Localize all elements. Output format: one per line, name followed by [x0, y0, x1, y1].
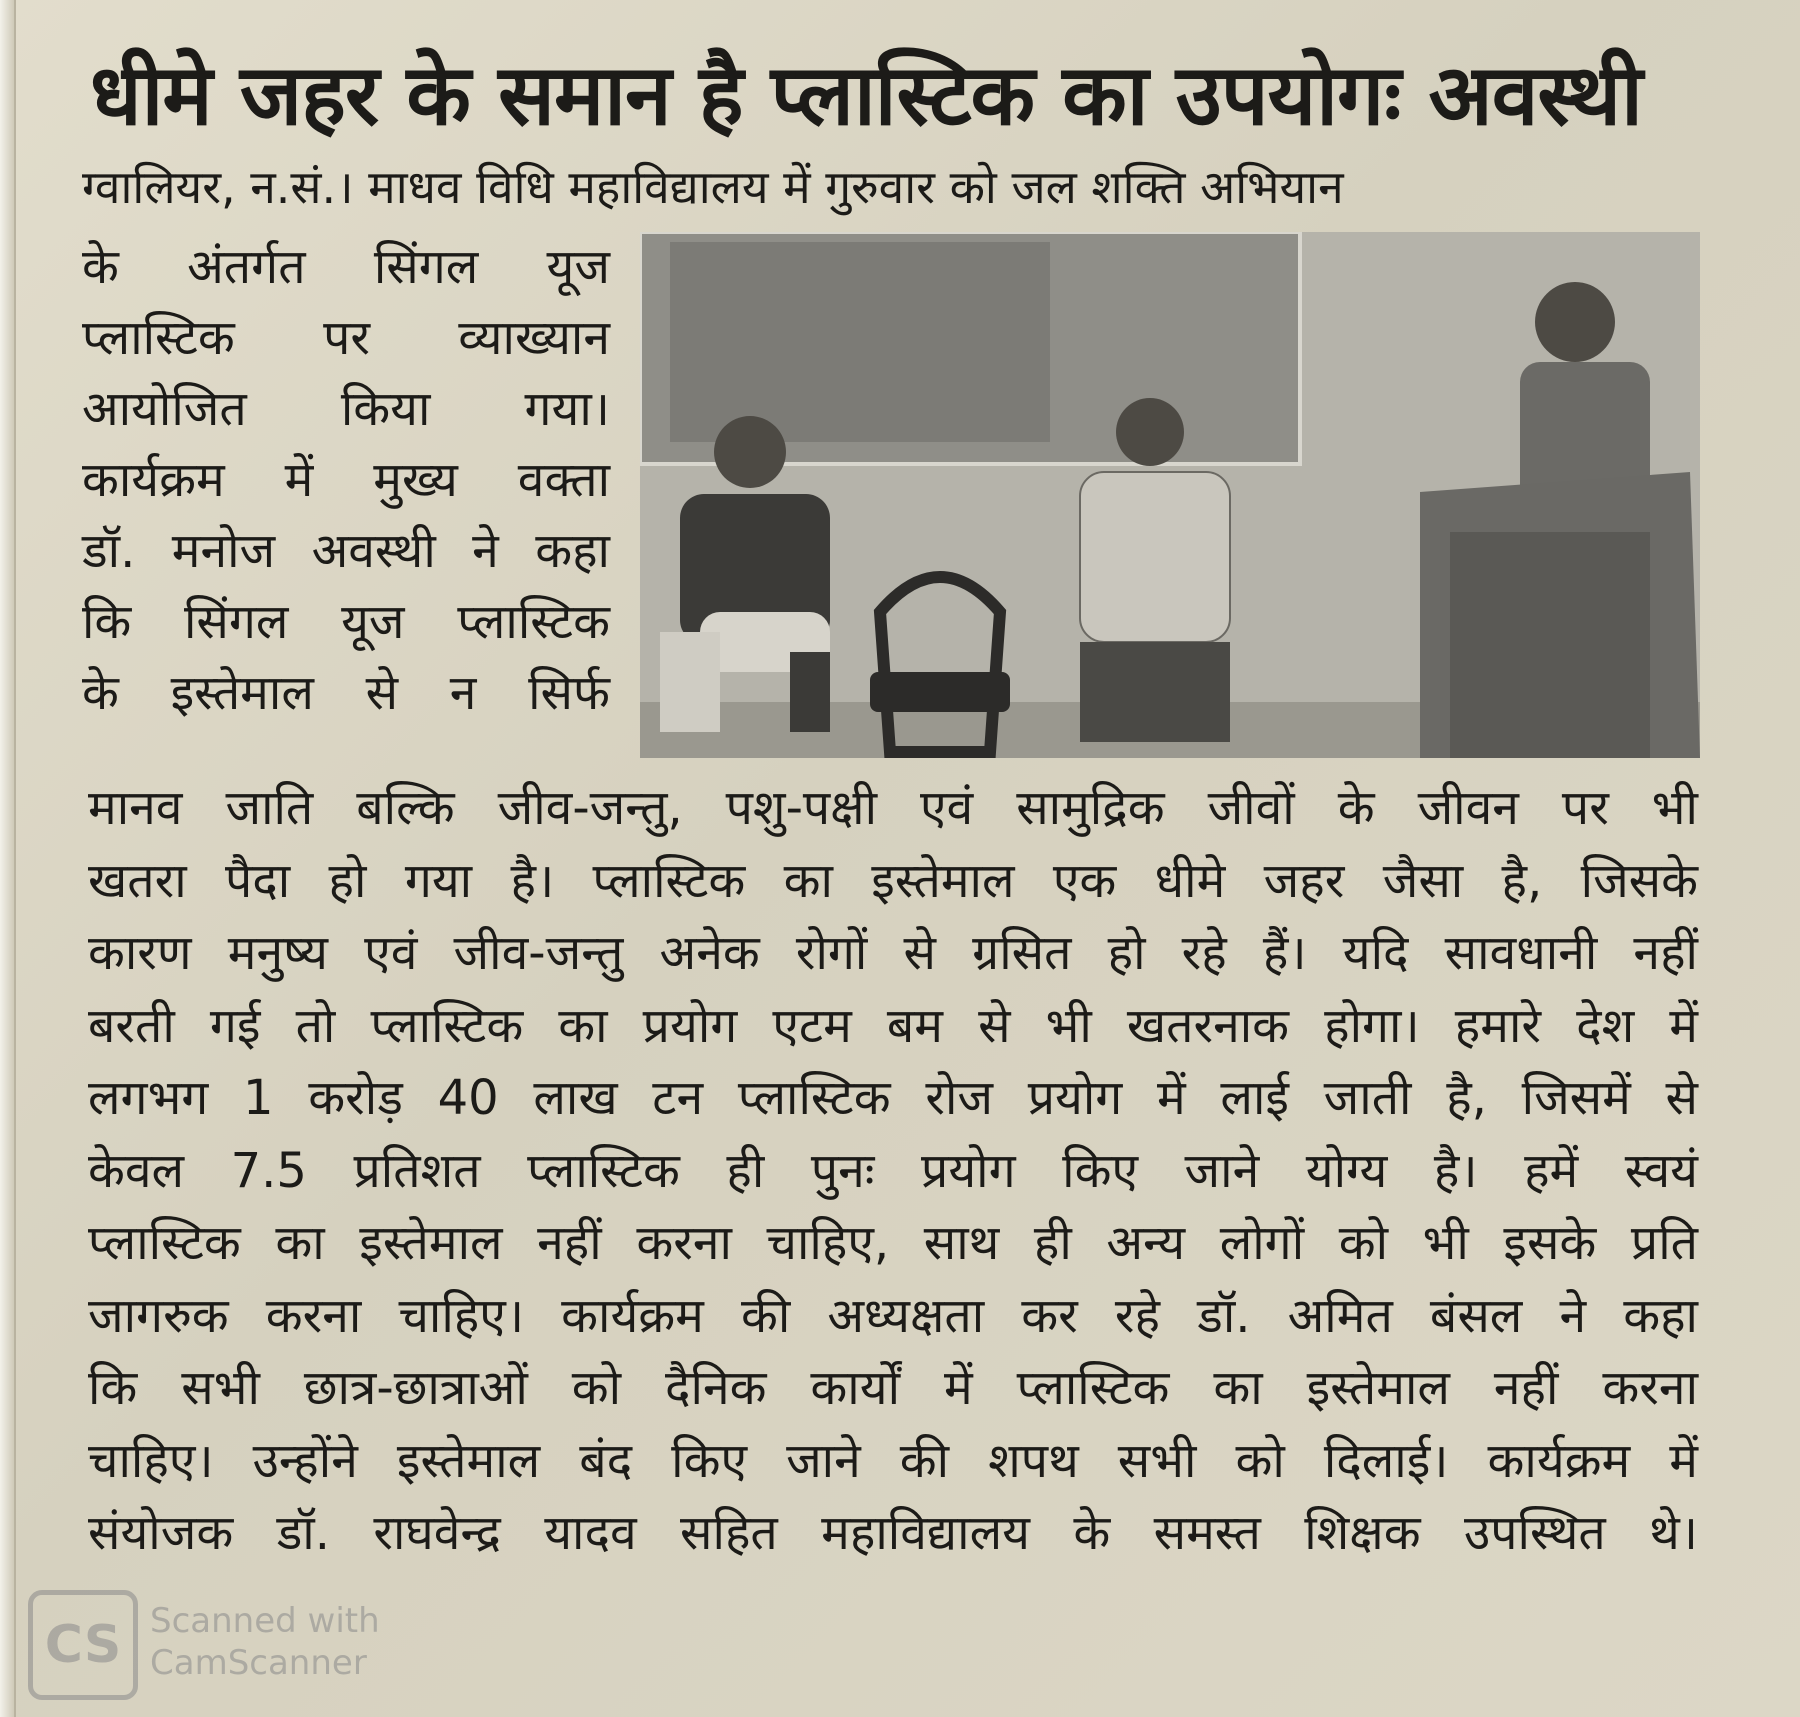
- body-line: प्लास्टिक का इस्तेमाल नहीं करना चाहिए, साथ ही अन्य लोगों को भी इसके प्रति: [88, 1215, 1698, 1271]
- column-line: प्लास्टिक पर व्याख्यान: [82, 310, 610, 366]
- headline: धीमे जहर के समान है प्लास्टिक का उपयोगः अवस्थी: [90, 46, 1642, 144]
- body-line: बरती गई तो प्लास्टिक का प्रयोग एटम बम से भी खतरनाक होगा। हमारे देश में: [88, 997, 1698, 1054]
- paper-edge: [0, 0, 16, 1717]
- body-line: जागरुक करना चाहिए। कार्यक्रम की अध्यक्षता कर रहे डॉ. अमित बंसल ने कहा: [88, 1287, 1698, 1344]
- body-line: कि सभी छात्र-छात्राओं को दैनिक कार्यों में प्लास्टिक का इस्तेमाल नहीं करना: [88, 1360, 1698, 1416]
- column-line: के अंतर्गत सिंगल यूज: [82, 239, 610, 295]
- event-photo: [640, 232, 1700, 758]
- column-line: कि सिंगल यूज प्लास्टिक: [82, 594, 610, 650]
- scanner-watermark: [150, 1600, 510, 1684]
- body-line: खतरा पैदा हो गया है। प्लास्टिक का इस्तेमाल एक धीमे जहर जैसा है, जिसके: [88, 852, 1698, 909]
- column-text: [82, 232, 610, 729]
- watermark-line: Scanned with: [150, 1601, 380, 1641]
- lead-line: ग्वालियर, न.सं.। माधव विधि महाविद्यालय में गुरुवार को जल शक्ति अभियान: [82, 160, 1344, 214]
- body-line: संयोजक डॉ. राघवेन्द्र यादव सहित महाविद्यालय के समस्त शिक्षक उपस्थित थे।: [88, 1505, 1698, 1561]
- body-line: कारण मनुष्य एवं जीव-जन्तु अनेक रोगों से ग्रसित हो रहे हैं। यदि सावधानी नहीं: [88, 925, 1698, 981]
- column-line: आयोजित किया गया।: [82, 381, 610, 437]
- article-body: [88, 772, 1698, 1570]
- body-line: चाहिए। उन्होंने इस्तेमाल बंद किए जाने की शपथ सभी को दिलाई। कार्यक्रम में: [88, 1432, 1698, 1489]
- camscanner-logo-icon: CS: [28, 1590, 138, 1700]
- column-line: कार्यक्रम में मुख्य वक्ता: [82, 452, 610, 508]
- screen: [670, 242, 1050, 442]
- column-line: डॉ. मनोज अवस्थी ने कहा: [82, 523, 610, 579]
- body-line: केवल 7.5 प्रतिशत प्लास्टिक ही पुनः प्रयोग किए जाने योग्य है। हमें स्वयं: [88, 1142, 1698, 1199]
- column-line: के इस्तेमाल से न सिर्फ: [82, 665, 610, 721]
- watermark-line: CamScanner: [150, 1643, 367, 1683]
- body-line: लगभग 1 करोड़ 40 लाख टन प्लास्टिक रोज प्रयोग में लाई जाती है, जिसमें से: [88, 1070, 1698, 1126]
- body-line: मानव जाति बल्कि जीव-जन्तु, पशु-पक्षी एवं सामुद्रिक जीवों के जीवन पर भी: [88, 780, 1698, 836]
